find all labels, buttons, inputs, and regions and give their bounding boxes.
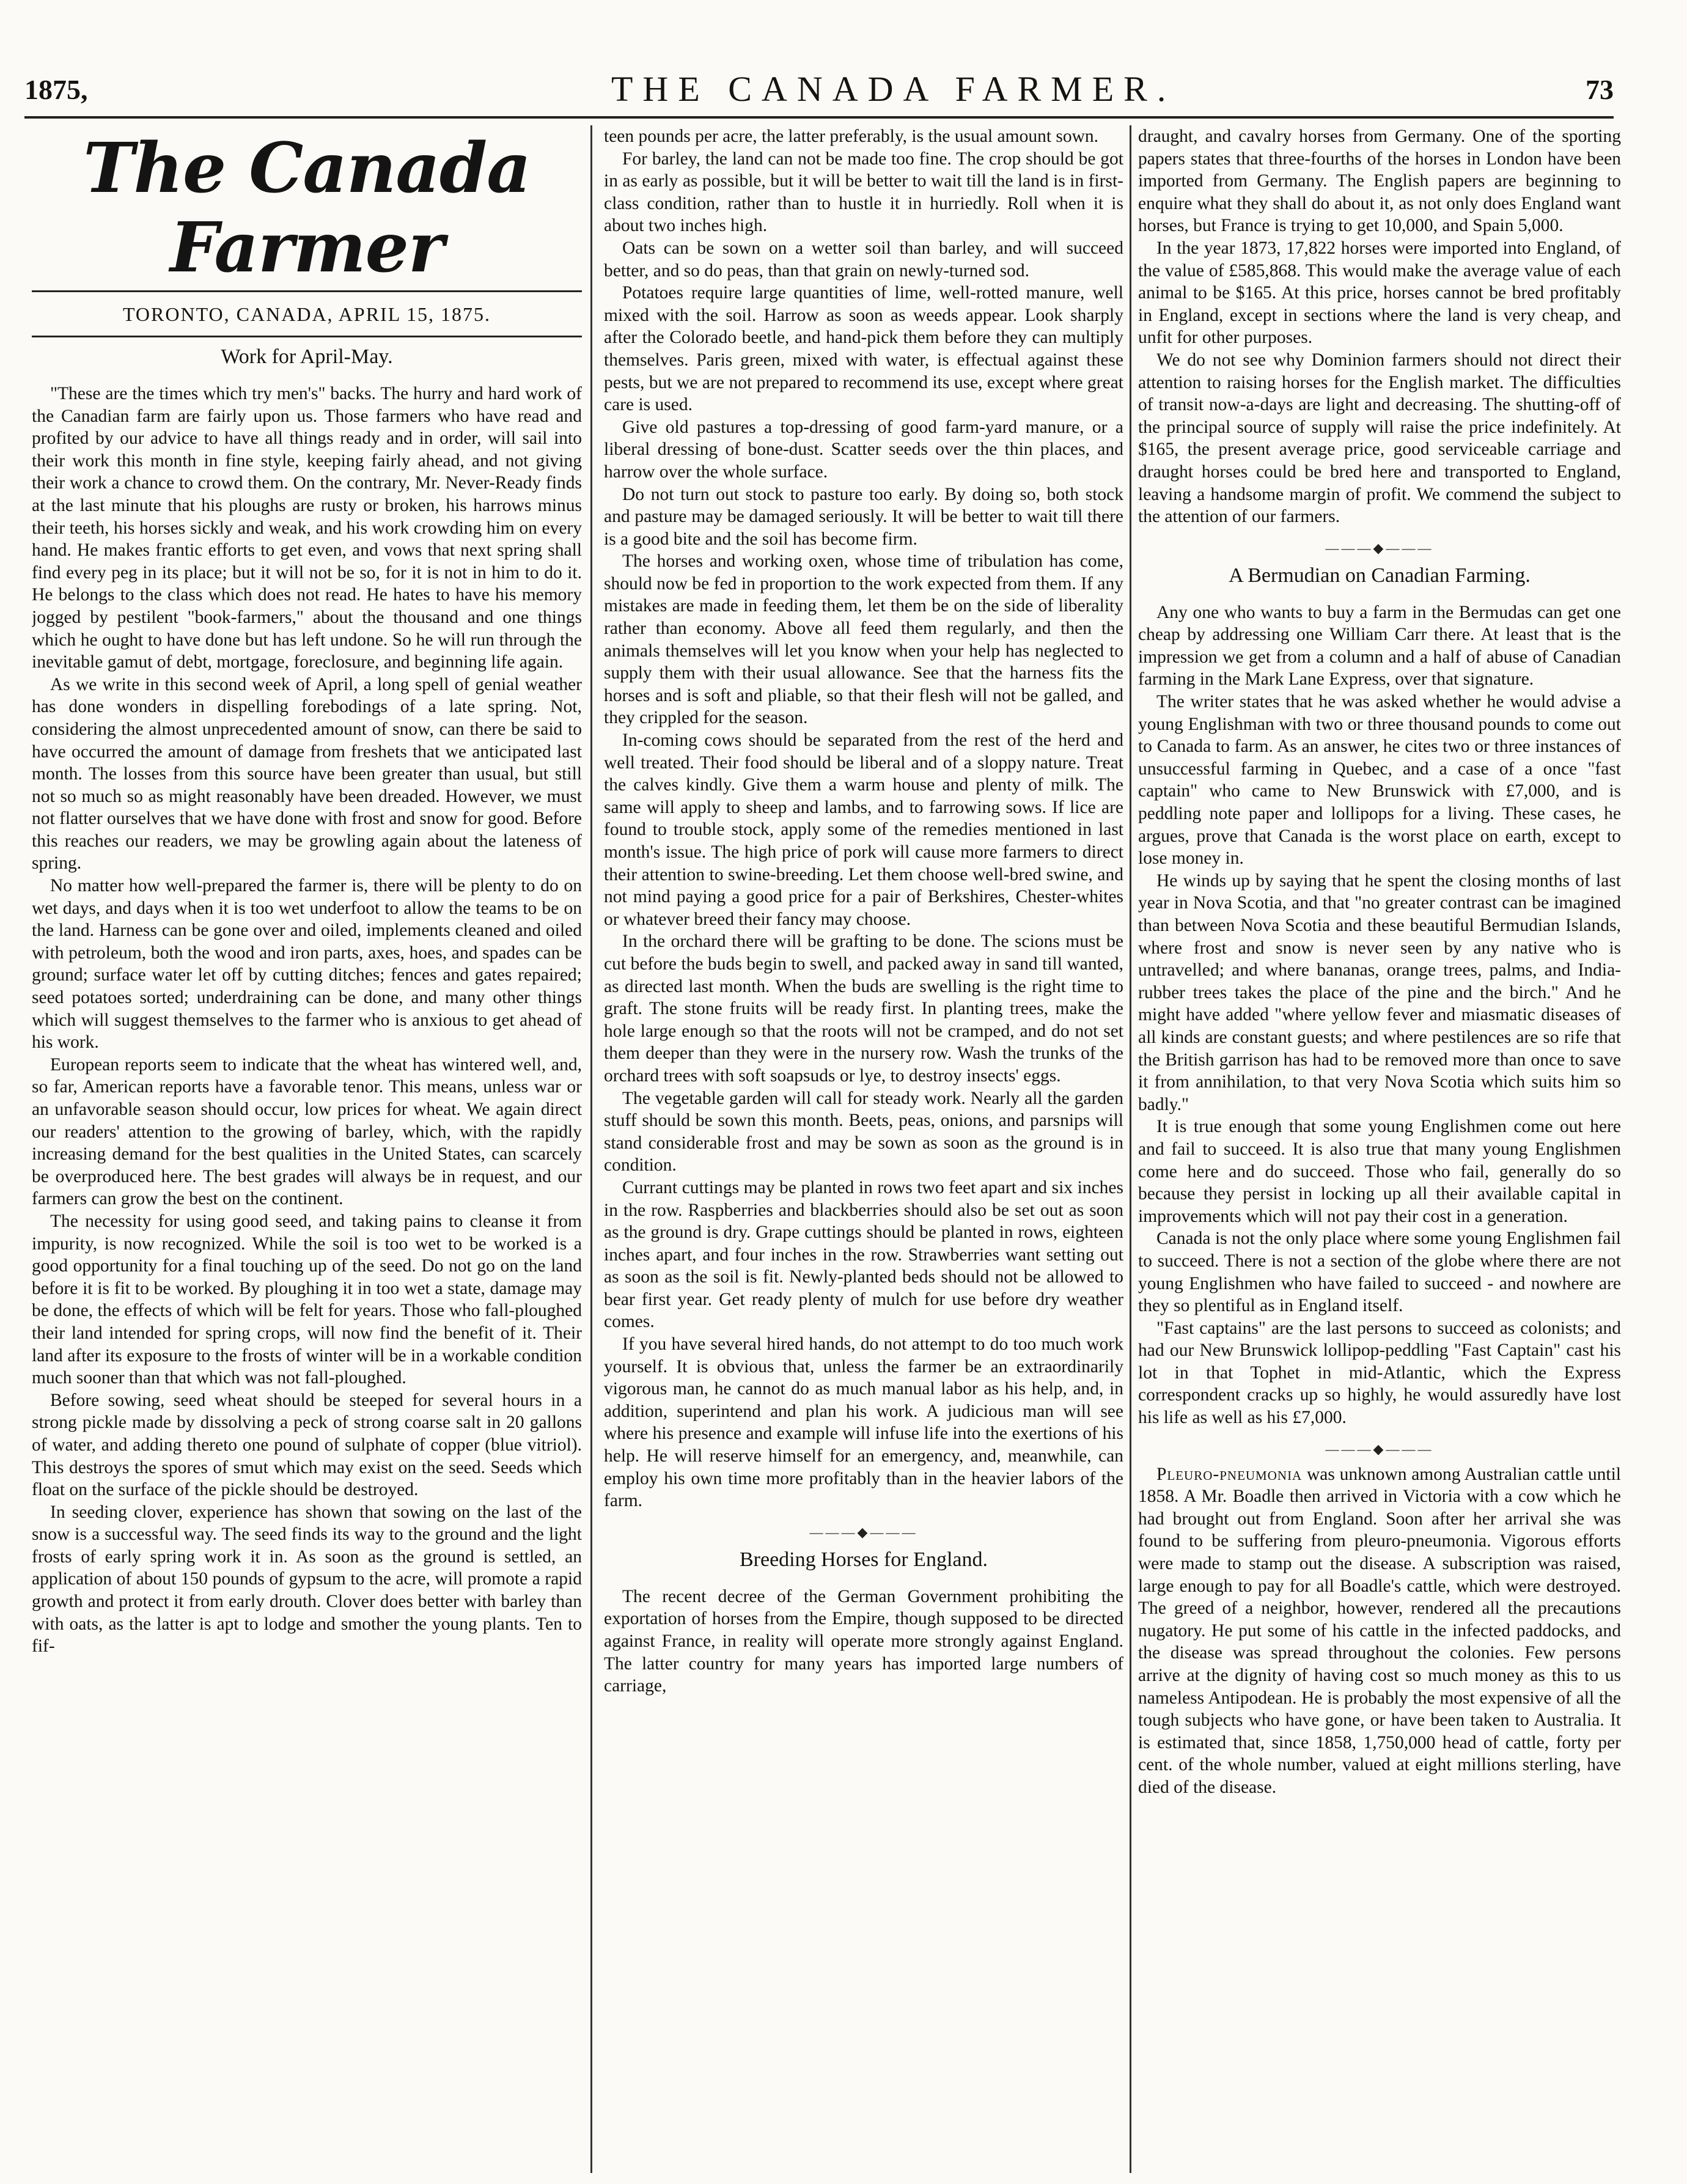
paragraph: draught, and cavalry horses from Germany. One of the sporting papers states that three-fourths of the horses in London have been imported from Germany. The English papers are beginning to enquire what they shall do about it, as not only does England want horses, but France is trying to get 10,000, and Spain 5,000. — [1138, 127, 1621, 236]
paragraph: If you have several hired hands, do not attempt to do too much work yourself. It is obvious that, unless the farmer be an extraordinarily vigorous man, he cannot do as much manual labor as his help, and, in addition, superintend and plan his work. A judicious man will see where his presence and example will infuse life into the exertions of his help. He will reserve himself for an emergency, and, meanwhile, can employ his own time more profitably than in the heavier labors of the farm. — [604, 1334, 1123, 1511]
paragraph: As we write in this second week of April, a long spell of genial weather has done wonders in dispelling forebodings of a late spring. Not, considering the almost unprecedented amount of snow, can there be said to have occurred the amount of damage from freshets that we anticipated last month. The losses from this source have been greater than usual, but still not so much so as might reasonably have been dreaded. However, we must not flatter ourselves that we have done with frost and snow for good. Before this reaches our readers, we may be growling again about the lateness of spring. — [32, 674, 582, 873]
paragraph: The recent decree of the German Government prohibiting the exportation of horses from the Empire, though supposed to be directed against France, in reality will operate more strongly against England. The latter country for many years has imported large numbers of carriage, — [604, 1586, 1123, 1696]
paragraph: In the year 1873, 17,822 horses were imported into England, of the value of £585,868. This would make the average value of each animal to be $165. At this price, horses cannot be bred profitably in England, except in sections where the land is very cheap, and unfit for other purposes. — [1138, 238, 1621, 348]
column-rule — [1130, 125, 1131, 2173]
paragraph: Do not turn out stock to pasture too early. By doing so, both stock and pasture may be damaged seriously. It will be better to wait till there is a good bite and the soil has become firm. — [604, 484, 1123, 549]
section-ornament: ———◆——— — [1325, 1441, 1434, 1457]
paragraph: No matter how well-prepared the farmer is, there will be plenty to do on wet days, and days when it is too wet underfoot to allow the teams to be on the land. Harness can be gone over and oiled, implements cleaned and oiled with petroleum, both the wood and iron parts, axes, hoes, and spades can be ground; surface water let off by cutting ditches; fences and gates repaired; seed potatoes sorted; underdraining can be done, and many other things which will suggest themselves to the farmer who is anxious to get ahead of his work. — [32, 876, 582, 1053]
running-header — [24, 61, 1614, 110]
paragraph: "Fast captains" are the last persons to succeed as colonists; and had our New Brunswick lollipop-peddling "Fast Captain" cast his lot in that Tophet in mid-Atlantic, which the Express correspondent cracks up so highly, he would assuredly have lost his life as well as his £7,000. — [1138, 1318, 1621, 1428]
page-number: 73 — [1586, 74, 1614, 105]
column-3 — [1138, 125, 1621, 2167]
paragraph: The writer states that he was asked whether he would advise a young Englishman with two or three thousand pounds to come out to Canada to farm. As an answer, he cites two or three instances of unsuccessful farming in Quebec, and a case of a once "fast captain" who came to New Brunswick with £7,000, and is peddling note paper and lollipops for a living. These cases, he argues, prove that Canada is the worst place on earth, except to lose money in. — [1138, 692, 1621, 869]
column-rule — [590, 125, 592, 2173]
header-year: 1875, — [24, 74, 88, 105]
lead-in: Pleuro-pneumonia — [1156, 1464, 1303, 1484]
paragraph: "These are the times which try men's" backs. The hurry and hard work of the Canadian farm are fairly upon us. Those farmers who have read and profited by our advice to have all things ready and in order, will sail into their work this month in fine style, keeping fairly ahead, and not giving their work a chance to crowd them. On the contrary, Mr. Never-Ready finds at the last minute that his ploughs are rusty or broken, his harrows minus their teeth, his horses sickly and weak, and his work crowding him on every hand. He makes frantic efforts to get even, and vows that next spring shall find every peg in its place; but it will not be so, for it is not in him to do it. He belongs to the class which does not read. He hates to have his memory jogged by pestilent "book-farmers," about the thousand and one things which he ought to have done but has left undone. So he will run through the inevitable gamut of debt, mortgage, foreclosure, and beginning life again. — [32, 384, 582, 672]
paragraph — [1138, 1463, 1621, 1799]
paragraph: In the orchard there will be grafting to be done. The scions must be cut before the buds begin to swell, and packed away in sand till wanted, as directed last month. When the buds are swelling is the right time to graft. The stone fruits will be ready first. In planting trees, make the hole large enough so that the roots will not be cramped, and do not set them deeper than they were in the nursery row. Wash the trunks of the orchard trees with soft soapsuds or lye, to destroy insects' eggs. — [604, 932, 1123, 1086]
section-ornament: ———◆——— — [1325, 540, 1434, 556]
paragraph: teen pounds per acre, the latter preferably, is the usual amount sown. — [604, 127, 1099, 146]
article-title-work: Work for April-May. — [221, 345, 393, 368]
column-1 — [32, 125, 582, 2167]
section-ornament: ———◆——— — [809, 1524, 918, 1540]
paragraph: We do not see why Dominion farmers should not direct their attention to raising horses for the English market. The difficulties of transit now-a-days are light and decreasing. The shutting-off of the principal source of supply will raise the price indefinitely. At $165, the present average price, good serviceable carriage and draught horses could be bred here and transported to England, leaving a handsome margin of profit. We commend the subject to the attention of our farmers. — [1138, 350, 1621, 527]
paragraph: European reports seem to indicate that the wheat has wintered well, and, so far, American reports have a favorable tenor. This means, unless war or an unfavorable season should occur, low prices for wheat. We again direct our readers' attention to the growing of barley, which, with the rapidly increasing demand for the best qualities in the United States, can scarcely be overproduced here. The best grades will always be in request, and our farmers can grow the best on the continent. — [32, 1054, 582, 1209]
header-rule — [24, 116, 1614, 119]
paragraph: It is true enough that some young Englishmen come out here and fail to succeed. It is also true that many young Englishmen come here and do succeed. Those who fail, generally do so because they persist in locking up all their available capital in improvements which will not pay their cost in a generation. — [1138, 1117, 1621, 1226]
masthead-rule — [32, 336, 582, 337]
paragraph: Oats can be sown on a wetter soil than barley, and will succeed better, and so do peas, than that grain on newly-turned sod. — [604, 238, 1123, 281]
paragraph: In seeding clover, experience has shown that sowing on the last of the snow is a successful way. The seed finds its way to the ground and the light frosts of early spring work it in. As soon as the ground is settled, an application of about 150 pounds of gypsum to the acre, will promote a rapid growth and protect it from early drouth. Clover does better with barley than with oats, as the latter is apt to lodge and smother the young plants. Ten to fif- — [32, 1502, 582, 1656]
paragraph-text: was unknown among Australian cattle until 1858. A Mr. Boadle then arrived in Victoria with a cow which he had brought out from England. Soon after her arrival she was found to be suffering from pleuro-pneumonia. Vigorous efforts were made to stamp out the disease. A subscription was raised, large enough to pay for all Boadle's cattle, which were destroyed. The greed of a neighbor, however, rendered all the precautions nugatory. He put some of his cattle in the infected paddocks, and the disease was spread throughout the colonies. Few persons arrive at the dignity of having cost so much money as this to us nameless Antipodean. He is probably the most expensive of all the tough subjects who have gone, or have been taken to Australia. It is estimated that, since 1858, 1,750,000 head of cattle, forty per cent. of the whole number, valued at eight millions sterling, have died of the disease. — [1138, 1464, 1621, 1797]
paragraph: Before sowing, seed wheat should be steeped for several hours in a strong pickle made by dissolving a peck of strong coarse salt in 20 gallons of water, and adding thereto one pound of sulphate of copper (blue vitriol). This destroys the spores of smut which may exist on the seed. Seeds which float on the surface of the pickle should be destroyed. — [32, 1390, 582, 1500]
paragraph: Give old pastures a top-dressing of good farm-yard manure, or a liberal dressing of bone-dust. Scatter seeds over the thin places, and harrow over the whole surface. — [604, 417, 1123, 482]
masthead-logo: The Canada Farmer — [83, 128, 531, 288]
paragraph: He winds up by saying that he spent the closing months of last year in Nova Scotia, and that "no greater contrast can be imagined than between Nova Scotia and these beautiful Bermudian Islands, where frost and snow is never seen by any native who is untravelled; and where bananas, orange trees, palms, and India-rubber trees takes the place of the pine and the birch." And he might have added "where yellow fever and miasmatic diseases of all kinds are constant guests; and where pestilences are so rife that the British garrison has had to be removed more than once to save it from annihilation, to that very Nova Scotia which suits him so badly." — [1138, 870, 1621, 1114]
paragraph: Potatoes require large quantities of lime, well-rotted manure, well mixed with the soil. Harrow as soon as weeds appear. Look sharply after the Colorado beetle, and hand-pick them before they can multiply themselves. Paris green, mixed with water, is effectual against these pests, but we are not prepared to recommend its use, except where great care is used. — [604, 283, 1123, 415]
article-title-horses: Breeding Horses for England. — [739, 1548, 988, 1571]
masthead-rule — [32, 290, 582, 292]
column-2 — [604, 125, 1123, 2167]
paragraph: In-coming cows should be separated from the rest of the herd and well treated. Their food should be liberal and of a sloppy nature. Treat the calves kindly. Give them a warm house and plenty of milk. The same will apply to sheep and lambs, and to farrowing sows. If lice are found to trouble stock, apply some of the remedies mentioned in last month's issue. The high price of pork will cause more farmers to direct their attention to swine-breeding. Let them choose well-bred swine, and not mind paying a good price for a pair of Berkshires, Chester-whites or whatever breed their fancy may choose. — [604, 730, 1123, 929]
paragraph: Currant cuttings may be planted in rows two feet apart and six inches in the row. Raspberries and blackberries should also be set out as soon as the ground is dry. Grape cuttings should be planted in rows, eighteen inches apart, and four inches in the row. Strawberries want setting out as soon as the soil is fit. Newly-planted beds should not be allowed to bear first year. Get ready plenty of mulch for use before dry weather comes. — [604, 1177, 1123, 1332]
article-title-bermudian: A Bermudian on Canadian Farming. — [1229, 564, 1531, 587]
paragraph: The necessity for using good seed, and taking pains to cleanse it from impurity, is now recognized. While the soil is too wet to be worked is a good opportunity for a final touching up of the seed. Do not go on the land before it is fit to be worked. By ploughing it in too wet a state, damage may be done, the effects of which will be felt for years. Those who fall-ploughed their land intended for spring crops, will now find the benefit of it. Their land after its exposure to the frosts of winter will be in a workable condition much sooner than that which was not fall-ploughed. — [32, 1211, 582, 1388]
article-body — [32, 383, 582, 1658]
header-title: THE CANADA FARMER. — [611, 69, 1176, 109]
paragraph: For barley, the land can not be made too fine. The crop should be got in as early as possible, but it will be better to wait till the land is in first-class condition, rather than to hustle it in hurriedly. Roll when it is about two inches high. — [604, 149, 1123, 236]
paragraph: The horses and working oxen, whose time of tribulation has come, should now be fed in proportion to the work expected from them. If any mistakes are made in feeding them, let them be on the side of liberality rather than economy. Above all feed them regularly, and then the animals themselves will let you know when your help has neglected to supply them with their usual allowance. See that the harness fits the horses and is soft and pliable, so that their flesh will not be galled, and they crippled for the season. — [604, 551, 1123, 728]
paragraph: The vegetable garden will call for steady work. Nearly all the garden stuff should be sown this month. Beets, peas, onions, and parsnips will stand considerable frost and may be sown as soon as the ground is in condition. — [604, 1088, 1123, 1175]
paragraph: Canada is not the only place where some young Englishmen fail to succeed. There is not a section of the globe where there are not young Englishmen who have failed to succeed - and nowhere are they so plentiful as in England itself. — [1138, 1229, 1621, 1316]
dateline: TORONTO, CANADA, APRIL 15, 1875. — [122, 303, 491, 325]
article-body — [604, 125, 1123, 1512]
paragraph: Any one who wants to buy a farm in the Bermudas can get one cheap by addressing one William Carr there. At least that is the impression we get from a column and a half of abuse of Canadian farming in the Mark Lane Express, over that signature. — [1138, 602, 1621, 689]
